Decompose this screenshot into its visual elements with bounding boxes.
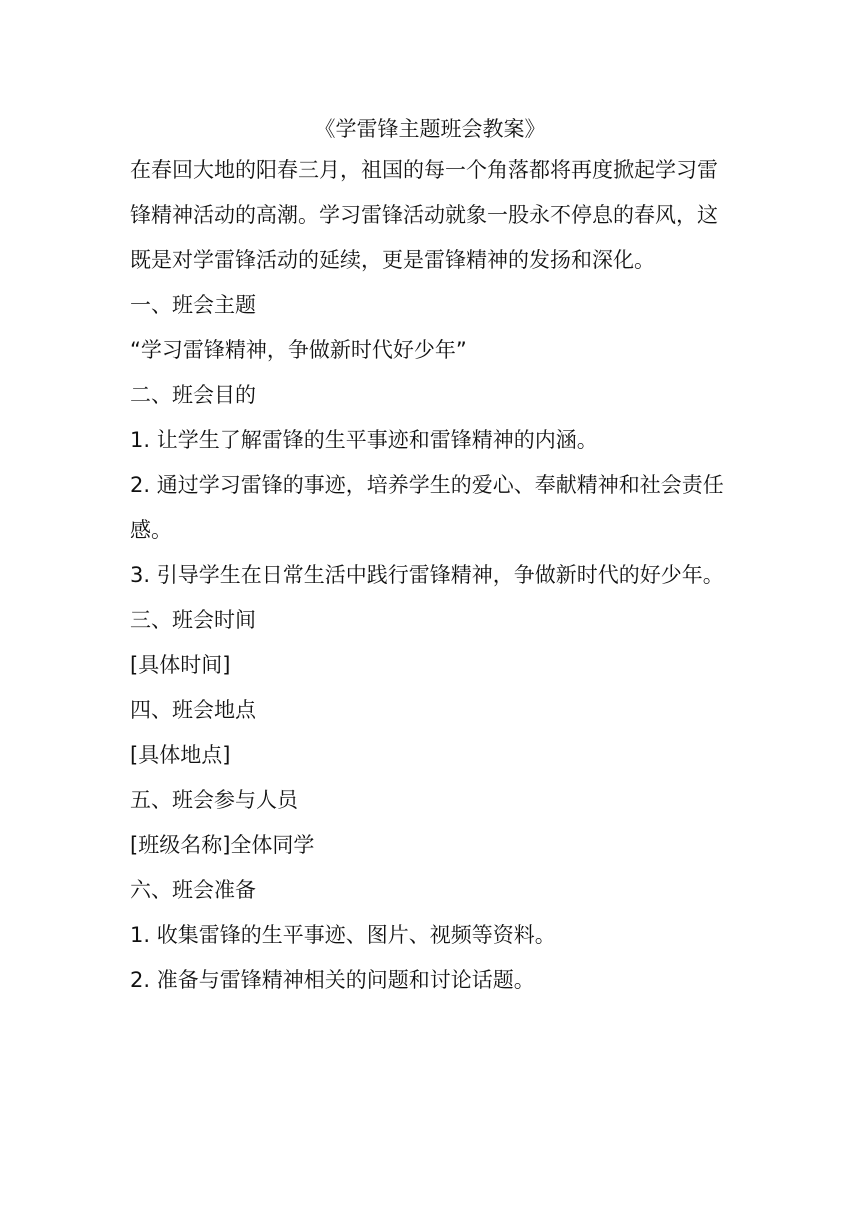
participants-text: [班级名称]全体同学 bbox=[130, 833, 315, 857]
time-placeholder: [具体时间] bbox=[130, 653, 231, 677]
preparation-item-2: 2. 准备与雷锋精神相关的问题和讨论话题。 bbox=[130, 968, 535, 992]
theme-text: “学习雷锋精神，争做新时代好少年” bbox=[130, 338, 467, 362]
section-heading-participants: 五、班会参与人员 bbox=[130, 788, 298, 812]
section-heading-location: 四、班会地点 bbox=[130, 698, 256, 722]
document-title: 《学雷锋主题班会教案》 bbox=[314, 117, 546, 141]
document-body bbox=[130, 110, 730, 1003]
preparation-item-1: 1. 收集雷锋的生平事迹、图片、视频等资料。 bbox=[130, 923, 556, 947]
purpose-item-3: 3. 引导学生在日常生活中践行雷锋精神，争做新时代的好少年。 bbox=[130, 563, 724, 587]
section-heading-theme: 一、班会主题 bbox=[130, 293, 256, 317]
section-heading-time: 三、班会时间 bbox=[130, 608, 256, 632]
intro-paragraph: 在春回大地的阳春三月，祖国的每一个角落都将再度掀起学习雷锋精神活动的高潮。学习雷锋活动就象一股永不停息的春风，这既是对学雷锋活动的延续，更是雷锋精神的发扬和深化。 bbox=[130, 158, 718, 272]
purpose-item-1: 1. 让学生了解雷锋的生平事迹和雷锋精神的内涵。 bbox=[130, 428, 598, 452]
location-placeholder: [具体地点] bbox=[130, 743, 231, 767]
section-heading-preparation: 六、班会准备 bbox=[130, 878, 256, 902]
purpose-item-2: 2. 通过学习雷锋的事迹，培养学生的爱心、奉献精神和社会责任感。 bbox=[130, 473, 724, 542]
section-heading-purpose: 二、班会目的 bbox=[130, 383, 256, 407]
